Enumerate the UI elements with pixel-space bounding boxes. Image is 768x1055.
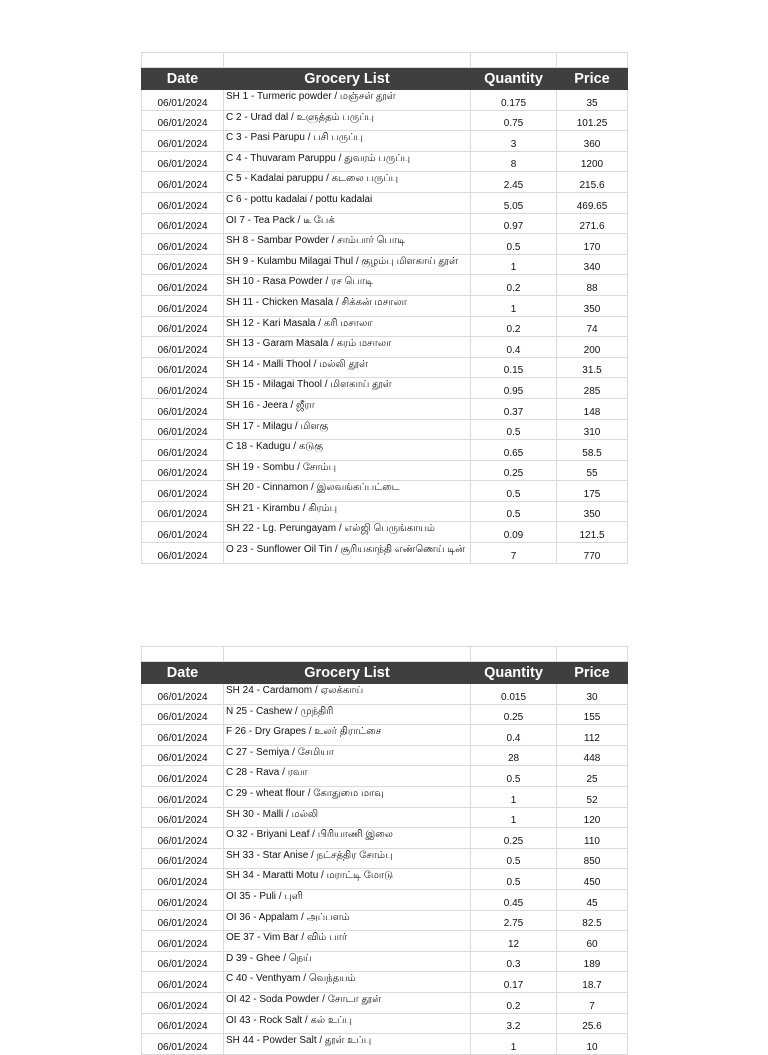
quantity-cell: 0.75 [471, 110, 557, 131]
grocery-item-cell: C 6 - pottu kadalai / pottu kadalai [224, 192, 471, 213]
table-row [142, 172, 628, 193]
date-cell: 06/01/2024 [142, 972, 224, 993]
date-cell: 06/01/2024 [142, 931, 224, 952]
price-cell: 30 [557, 684, 628, 705]
table-row [142, 110, 628, 131]
price-cell: 850 [557, 848, 628, 869]
table-row [142, 828, 628, 849]
table-row [142, 807, 628, 828]
quantity-cell: 0.45 [471, 889, 557, 910]
price-cell: 10 [557, 1034, 628, 1055]
price-cell: 155 [557, 704, 628, 725]
table-row [142, 704, 628, 725]
grocery-item-cell: OE 37 - Vim Bar / விம் பார் [224, 931, 471, 952]
date-cell: 06/01/2024 [142, 419, 224, 440]
quantity-cell: 0.17 [471, 972, 557, 993]
price-cell: 31.5 [557, 357, 628, 378]
date-cell: 06/01/2024 [142, 110, 224, 131]
grocery-item-cell: SH 14 - Malli Thool / மல்லி தூள் [224, 357, 471, 378]
grocery-item-cell: SH 17 - Milagu / மிளகு [224, 419, 471, 440]
date-cell: 06/01/2024 [142, 848, 224, 869]
date-cell: 06/01/2024 [142, 192, 224, 213]
date-cell: 06/01/2024 [142, 275, 224, 296]
grocery-item-cell: C 27 - Semiya / சேமியா [224, 745, 471, 766]
quantity-cell: 0.09 [471, 522, 557, 543]
grocery-item-cell: SH 34 - Maratti Motu / மராட்டி மோடு [224, 869, 471, 890]
quantity-cell: 3.2 [471, 1013, 557, 1034]
price-cell: 189 [557, 951, 628, 972]
table-row [142, 275, 628, 296]
price-cell: 448 [557, 745, 628, 766]
price-cell: 350 [557, 295, 628, 316]
quantity-cell: 0.175 [471, 90, 557, 111]
price-cell: 52 [557, 786, 628, 807]
quantity-cell: 0.015 [471, 684, 557, 705]
quantity-cell: 1 [471, 1034, 557, 1055]
grocery-item-cell: OI 7 - Tea Pack / டீ பேக் [224, 213, 471, 234]
grocery-table [141, 52, 628, 564]
table-row [142, 543, 628, 564]
price-cell: 1200 [557, 151, 628, 172]
table-row [142, 440, 628, 461]
quantity-cell: 0.5 [471, 501, 557, 522]
quantity-cell: 0.15 [471, 357, 557, 378]
price-cell: 340 [557, 254, 628, 275]
grocery-item-cell: F 26 - Dry Grapes / உலர் திராட்சை [224, 725, 471, 746]
table-row [142, 931, 628, 952]
grocery-item-cell: C 3 - Pasi Parupu / பசி பருப்பு [224, 131, 471, 152]
date-cell: 06/01/2024 [142, 522, 224, 543]
price-cell: 25.6 [557, 1013, 628, 1034]
table-row [142, 131, 628, 152]
table-row [142, 745, 628, 766]
date-cell: 06/01/2024 [142, 254, 224, 275]
table-row [142, 398, 628, 419]
date-cell: 06/01/2024 [142, 1013, 224, 1034]
table-row [142, 316, 628, 337]
header-price: Price [557, 68, 628, 90]
quantity-cell: 28 [471, 745, 557, 766]
date-cell: 06/01/2024 [142, 910, 224, 931]
table-row [142, 90, 628, 111]
header-grocery-list: Grocery List [224, 662, 471, 684]
date-cell: 06/01/2024 [142, 440, 224, 461]
header-date: Date [142, 68, 224, 90]
date-cell: 06/01/2024 [142, 316, 224, 337]
date-cell: 06/01/2024 [142, 951, 224, 972]
quantity-cell: 0.95 [471, 378, 557, 399]
grocery-item-cell: OI 35 - Puli / புளி [224, 889, 471, 910]
grocery-item-cell: SH 16 - Jeera / ஜீரா [224, 398, 471, 419]
grocery-item-cell: SH 9 - Kulambu Milagai Thul / குழம்பு மிளகாய் தூள் [224, 254, 471, 275]
price-cell: 271.6 [557, 213, 628, 234]
table-row [142, 192, 628, 213]
grocery-item-cell: SH 33 - Star Anise / நட்சத்திர சோம்பு [224, 848, 471, 869]
price-cell: 45 [557, 889, 628, 910]
date-cell: 06/01/2024 [142, 828, 224, 849]
table-row [142, 1034, 628, 1055]
quantity-cell: 3 [471, 131, 557, 152]
price-cell: 55 [557, 460, 628, 481]
header-price: Price [557, 662, 628, 684]
table-row [142, 234, 628, 255]
table-row [142, 337, 628, 358]
grocery-item-cell: C 4 - Thuvaram Paruppu / துவரம் பருப்பு [224, 151, 471, 172]
price-cell: 360 [557, 131, 628, 152]
header-date: Date [142, 662, 224, 684]
date-cell: 06/01/2024 [142, 889, 224, 910]
table-row [142, 766, 628, 787]
grocery-table-2 [141, 646, 627, 1055]
table-row [142, 481, 628, 502]
grocery-item-cell: SH 10 - Rasa Powder / ரச பொடி [224, 275, 471, 296]
quantity-cell: 8 [471, 151, 557, 172]
quantity-cell: 1 [471, 807, 557, 828]
date-cell: 06/01/2024 [142, 295, 224, 316]
table-row [142, 684, 628, 705]
table-row [142, 910, 628, 931]
grocery-item-cell: SH 11 - Chicken Masala / சிக்கன் மசாலா [224, 295, 471, 316]
date-cell: 06/01/2024 [142, 501, 224, 522]
table-row [142, 725, 628, 746]
date-cell: 06/01/2024 [142, 90, 224, 111]
grocery-item-cell: SH 1 - Turmeric powder / மஞ்சள் தூள் [224, 90, 471, 111]
grocery-item-cell: SH 22 - Lg. Perungayam / எல்ஜி பெருங்காயம் [224, 522, 471, 543]
table-row [142, 419, 628, 440]
quantity-cell: 0.3 [471, 951, 557, 972]
grocery-table-1 [141, 52, 627, 564]
table-row [142, 848, 628, 869]
quantity-cell: 0.65 [471, 440, 557, 461]
date-cell: 06/01/2024 [142, 992, 224, 1013]
price-cell: 121.5 [557, 522, 628, 543]
price-cell: 60 [557, 931, 628, 952]
quantity-cell: 1 [471, 295, 557, 316]
quantity-cell: 0.5 [471, 848, 557, 869]
grocery-item-cell: OI 42 - Soda Powder / சோடா தூள் [224, 992, 471, 1013]
grocery-item-cell: C 2 - Urad dal / உளுத்தம் பருப்பு [224, 110, 471, 131]
price-cell: 112 [557, 725, 628, 746]
quantity-cell: 0.5 [471, 419, 557, 440]
price-cell: 120 [557, 807, 628, 828]
price-cell: 200 [557, 337, 628, 358]
grocery-item-cell: SH 15 - Milagai Thool / மிளகாய் தூள் [224, 378, 471, 399]
date-cell: 06/01/2024 [142, 543, 224, 564]
grocery-item-cell: SH 44 - Powder Salt / தூள் உப்பு [224, 1034, 471, 1055]
date-cell: 06/01/2024 [142, 337, 224, 358]
date-cell: 06/01/2024 [142, 725, 224, 746]
quantity-cell: 1 [471, 254, 557, 275]
quantity-cell: 0.5 [471, 481, 557, 502]
date-cell: 06/01/2024 [142, 172, 224, 193]
price-cell: 285 [557, 378, 628, 399]
grocery-item-cell: OI 43 - Rock Salt / கல் உப்பு [224, 1013, 471, 1034]
quantity-cell: 0.2 [471, 275, 557, 296]
quantity-cell: 0.25 [471, 460, 557, 481]
date-cell: 06/01/2024 [142, 704, 224, 725]
date-cell: 06/01/2024 [142, 151, 224, 172]
price-cell: 148 [557, 398, 628, 419]
table-row [142, 972, 628, 993]
quantity-cell: 5.05 [471, 192, 557, 213]
grocery-item-cell: O 23 - Sunflower Oil Tin / சூரியகாந்தி எண்ணெய் டின் [224, 543, 471, 564]
date-cell: 06/01/2024 [142, 745, 224, 766]
table-row [142, 992, 628, 1013]
price-cell: 350 [557, 501, 628, 522]
grocery-item-cell: C 29 - wheat flour / கோதுமை மாவு [224, 786, 471, 807]
date-cell: 06/01/2024 [142, 460, 224, 481]
table-row [142, 254, 628, 275]
quantity-cell: 2.45 [471, 172, 557, 193]
table-row [142, 460, 628, 481]
table-row [142, 786, 628, 807]
quantity-cell: 0.2 [471, 992, 557, 1013]
grocery-item-cell: SH 30 - Malli / மல்லி [224, 807, 471, 828]
date-cell: 06/01/2024 [142, 684, 224, 705]
header-grocery-list: Grocery List [224, 68, 471, 90]
grocery-item-cell: SH 12 - Kari Masala / கரி மசாலா [224, 316, 471, 337]
price-cell: 469.65 [557, 192, 628, 213]
quantity-cell: 0.5 [471, 234, 557, 255]
grocery-item-cell: SH 21 - Kirambu / கிரம்பு [224, 501, 471, 522]
grocery-item-cell: C 40 - Venthyam / வெந்தயம் [224, 972, 471, 993]
grocery-item-cell: O 32 - Briyani Leaf / பிரியாணி இலை [224, 828, 471, 849]
date-cell: 06/01/2024 [142, 398, 224, 419]
price-cell: 770 [557, 543, 628, 564]
date-cell: 06/01/2024 [142, 481, 224, 502]
quantity-cell: 0.5 [471, 869, 557, 890]
grocery-item-cell: OI 36 - Appalam / அப்பளம் [224, 910, 471, 931]
quantity-cell: 0.4 [471, 337, 557, 358]
grocery-item-cell: SH 19 - Sombu / சோம்பு [224, 460, 471, 481]
quantity-cell: 0.25 [471, 828, 557, 849]
date-cell: 06/01/2024 [142, 378, 224, 399]
table-row [142, 151, 628, 172]
table-row [142, 951, 628, 972]
grocery-item-cell: SH 20 - Cinnamon / இலவங்கப்பட்டை [224, 481, 471, 502]
price-cell: 74 [557, 316, 628, 337]
grocery-item-cell: D 39 - Ghee / நெய் [224, 951, 471, 972]
quantity-cell: 2.75 [471, 910, 557, 931]
price-cell: 450 [557, 869, 628, 890]
header-quantity: Quantity [471, 662, 557, 684]
quantity-cell: 12 [471, 931, 557, 952]
date-cell: 06/01/2024 [142, 786, 224, 807]
quantity-cell: 0.97 [471, 213, 557, 234]
grocery-item-cell: C 28 - Rava / ரவா [224, 766, 471, 787]
grocery-item-cell: N 25 - Cashew / முந்திரி [224, 704, 471, 725]
date-cell: 06/01/2024 [142, 213, 224, 234]
quantity-cell: 0.4 [471, 725, 557, 746]
date-cell: 06/01/2024 [142, 1034, 224, 1055]
header-row [142, 662, 628, 684]
price-cell: 58.5 [557, 440, 628, 461]
quantity-cell: 0.2 [471, 316, 557, 337]
price-cell: 35 [557, 90, 628, 111]
table-row [142, 295, 628, 316]
table-row [142, 378, 628, 399]
grocery-item-cell: C 18 - Kadugu / கடுகு [224, 440, 471, 461]
price-cell: 215.6 [557, 172, 628, 193]
price-cell: 7 [557, 992, 628, 1013]
header-row [142, 68, 628, 90]
table-row [142, 889, 628, 910]
price-cell: 88 [557, 275, 628, 296]
date-cell: 06/01/2024 [142, 766, 224, 787]
price-cell: 170 [557, 234, 628, 255]
price-cell: 175 [557, 481, 628, 502]
date-cell: 06/01/2024 [142, 234, 224, 255]
grocery-item-cell: C 5 - Kadalai paruppu / கடலை பருப்பு [224, 172, 471, 193]
date-cell: 06/01/2024 [142, 357, 224, 378]
price-cell: 18.7 [557, 972, 628, 993]
header-quantity: Quantity [471, 68, 557, 90]
table-row [142, 522, 628, 543]
quantity-cell: 7 [471, 543, 557, 564]
table-row [142, 1013, 628, 1034]
price-cell: 101.25 [557, 110, 628, 131]
date-cell: 06/01/2024 [142, 807, 224, 828]
quantity-cell: 0.5 [471, 766, 557, 787]
table-row [142, 213, 628, 234]
table-row [142, 501, 628, 522]
grocery-item-cell: SH 8 - Sambar Powder / சாம்பார் பொடி [224, 234, 471, 255]
date-cell: 06/01/2024 [142, 869, 224, 890]
table-row [142, 869, 628, 890]
grocery-item-cell: SH 13 - Garam Masala / கரம் மசாலா [224, 337, 471, 358]
spacer-row [142, 53, 628, 68]
spacer-row [142, 647, 628, 662]
table-row [142, 357, 628, 378]
quantity-cell: 0.25 [471, 704, 557, 725]
grocery-table [141, 646, 628, 1055]
price-cell: 25 [557, 766, 628, 787]
quantity-cell: 0.37 [471, 398, 557, 419]
quantity-cell: 1 [471, 786, 557, 807]
price-cell: 82.5 [557, 910, 628, 931]
date-cell: 06/01/2024 [142, 131, 224, 152]
grocery-item-cell: SH 24 - Cardamom / ஏலக்காய் [224, 684, 471, 705]
price-cell: 310 [557, 419, 628, 440]
price-cell: 110 [557, 828, 628, 849]
